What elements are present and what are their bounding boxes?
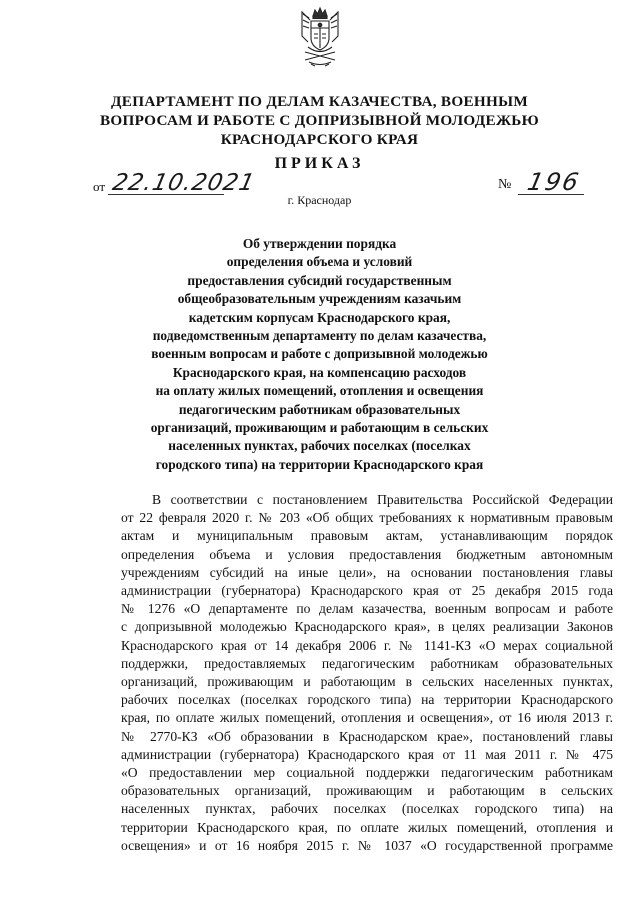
subject-line: педагогическим работникам образовательных	[178, 401, 461, 417]
body-line: администрации (губернатора) Краснодарского края от 25 декабря 2015 года	[121, 583, 613, 599]
subject-line: подведомственным департаменту по делам казачества,	[152, 328, 487, 344]
subject-line: предоставления субсидий государственным	[187, 272, 452, 288]
body-line: населенных пунктах, рабочих поселках (поселках городского типа) на	[121, 801, 613, 817]
subject-line: кадетским корпусам Краснодарского края,	[188, 309, 451, 325]
subject-line: Краснодарского края, на компенсацию расходов	[172, 364, 467, 380]
subject-line: организаций, проживающим и работающим в сельских	[150, 420, 489, 436]
body-line: актам и муниципальным правовым актам, устанавливающим порядок	[121, 528, 613, 544]
body-line: № 1276 «О департаменте по делам казачества, военным вопросам и работе	[121, 601, 613, 617]
body-line: № 2770-КЗ «Об образовании в Краснодарском крае», постановлений главы	[121, 728, 613, 744]
department-line: КРАСНОДАРСКОГО КРАЯ	[220, 131, 419, 148]
subject-line: на оплату жилых помещений, отопления и освещения	[155, 383, 484, 399]
body-line: поддержки, предоставляемых педагогическим работникам образовательных	[121, 655, 613, 671]
number-label: №	[498, 177, 512, 192]
subject-line: городского типа) на территории Краснодарского края	[155, 456, 484, 472]
subject-line: общеобразовательным учреждениям казачьим	[177, 291, 462, 307]
city-line: г. Краснодар	[287, 193, 352, 207]
krasnodar-coat-of-arms-icon	[297, 6, 343, 68]
body-line: образовательных организаций, проживающим и работающим в сельских	[121, 783, 613, 799]
body-line: определения объема и условия предоставления бюджетным автономным	[121, 546, 613, 562]
body-line: администрации (губернатора) Краснодарского края от 11 мая 2011 г. № 475	[121, 746, 613, 762]
subject-line: определения объема и условий	[226, 254, 413, 270]
subject-line: населенных пунктах, рабочих поселках (поселках	[168, 438, 471, 454]
handwritten-number: 196	[525, 168, 583, 196]
body-line: освещения» и от 16 ноября 2015 г. № 1037 «О государственной программе	[121, 837, 613, 853]
handwritten-date: 22.10.2021	[110, 170, 258, 196]
body-line: В соответствии с постановлением Правительства Российской Федерации	[152, 492, 613, 507]
body-line: с допризывной молодежью Краснодарского края», в целях реализации Законов	[121, 619, 613, 635]
body-line: территории Краснодарского края, по оплате жилых помещений, отопления и	[121, 819, 613, 835]
order-title: ПРИКАЗ	[274, 155, 365, 172]
body-line: от 22 февраля 2020 г. № 203 «Об общих требованиях к нормативным правовым	[121, 510, 613, 526]
subject-line: военным вопросам и работе с допризывной молодежью	[151, 346, 488, 362]
department-line: ВОПРОСАМ И РАБОТЕ С ДОПРИЗЫВНОЙ МОЛОДЕЖЬЮ	[100, 112, 539, 129]
body-line: организаций, проживающим и работающим в сельских населенных пунктах,	[121, 674, 613, 690]
subject-line: Об утверждении порядка	[242, 236, 397, 251]
body-paragraph	[121, 491, 613, 855]
date-label: от	[93, 179, 106, 194]
order-subject	[120, 235, 519, 474]
department-line: ДЕПАРТАМЕНТ ПО ДЕЛАМ КАЗАЧЕСТВА, ВОЕННЫМ	[111, 93, 528, 110]
department-heading	[40, 92, 599, 149]
body-line: учреждениям субсидий на иные цели», на основании постановления главы	[121, 564, 613, 580]
body-line: края, по оплате жилых помещений, отопления и освещения», от 16 июля 2013 г.	[121, 710, 613, 726]
body-line: рабочих поселках (поселках городского типа) на территории Краснодарского	[121, 692, 613, 708]
body-line: Краснодарского края от 14 декабря 2006 г. № 1141-КЗ «О мерах социальной	[121, 637, 613, 653]
body-line: «О предоставлении мер социальной поддержки педагогическим работникам	[121, 765, 613, 781]
